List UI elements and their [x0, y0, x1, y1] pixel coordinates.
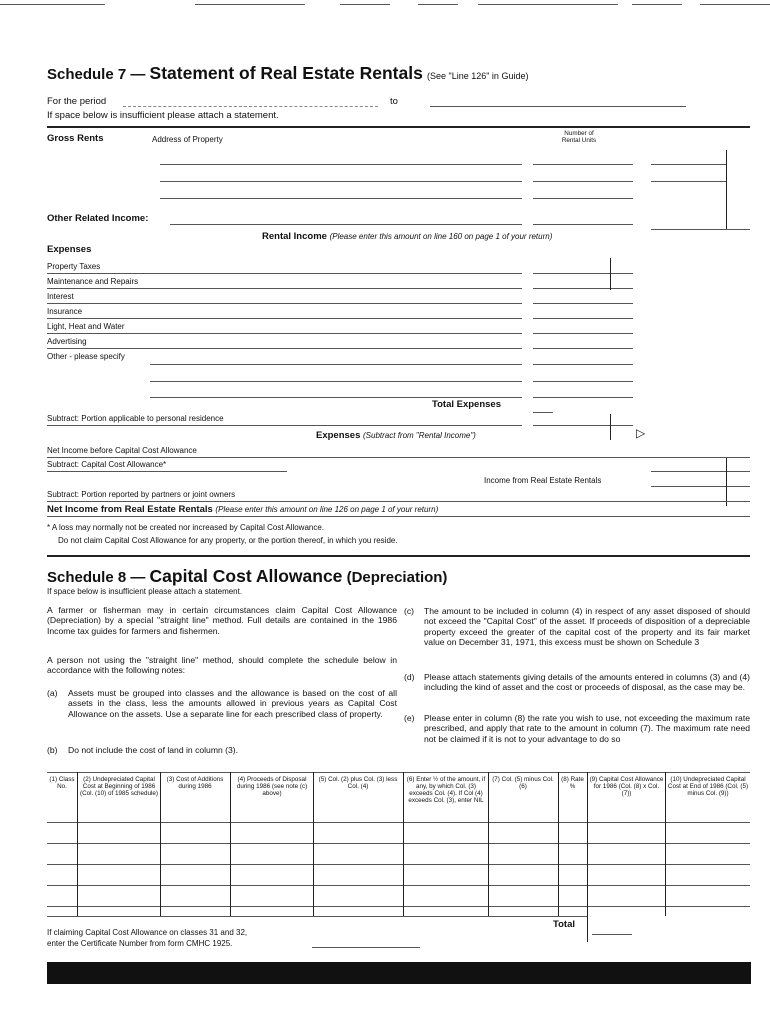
cca-total-field[interactable]: [592, 934, 632, 935]
top-rule-5: [478, 4, 618, 5]
amount-field-2[interactable]: [651, 181, 726, 182]
cca-col-divider-9: [665, 772, 666, 916]
top-rule-4: [418, 4, 458, 5]
cca-col-9: (9) Capital Cost Allowance for 1986 (Col. (8) x Col. (7)): [589, 776, 664, 797]
income-from-rentals-label: Income from Real Estate Rentals: [484, 476, 602, 485]
expense-row-rule-1: [47, 273, 522, 274]
amount-field-1[interactable]: [651, 164, 726, 165]
expense-other: Other - please specify: [47, 352, 125, 361]
rent-total-divider: [726, 150, 727, 230]
section-divider: [47, 555, 750, 557]
expense-other-field-2[interactable]: [150, 381, 522, 382]
cca-row-1: [47, 843, 750, 844]
note-b-label: (b): [47, 745, 58, 755]
expenses-subtotal-line: Expenses (Subtract from "Rental Income"): [316, 430, 476, 441]
cca-row-3: [47, 885, 750, 886]
straight-line-paragraph: A person not using the "straight line" method, should complete the schedule below in accordance with the following notes:: [47, 655, 397, 676]
cca-total-label: Total: [553, 919, 575, 930]
cca-col-divider-5: [403, 772, 404, 916]
subtract-cca-rule: [47, 471, 287, 472]
footer-bar: [47, 962, 751, 984]
expense-amount-4[interactable]: [533, 318, 633, 319]
cca-row-4: [47, 906, 750, 907]
expense-light-heat-water: Light, Heat and Water: [47, 322, 125, 331]
cca-col-divider-2: [160, 772, 161, 916]
rental-cents-divider: [726, 458, 727, 506]
expense-row-rule-5: [47, 333, 522, 334]
cca-table-top: [47, 772, 750, 773]
schedule8-insufficient-note: If space below is insufficient please attach a statement.: [47, 587, 243, 596]
expense-maintenance: Maintenance and Repairs: [47, 277, 139, 286]
top-rule-2: [195, 4, 305, 5]
net-income-rule: [47, 516, 750, 517]
gross-rents-label: Gross Rents: [47, 133, 104, 144]
note-c-text: The amount to be included in column (4) in respect of any asset disposed of should not exceed the "Capital Cost" of the asset. If proceeds of disposition of a depreciable property exceed the greater of the capital cost of the property and its fair market value on December 31, 1971, this excess must be shown on Schedule 3: [424, 606, 750, 648]
expense-amount-6[interactable]: [533, 348, 633, 349]
schedule7-header-rule: [47, 126, 750, 128]
expense-interest: Interest: [47, 292, 74, 301]
expenses-heading: Expenses: [47, 244, 92, 255]
note-a-text: Assets must be grouped into classes and the allowance is based on the cost of all assets in the class, less the amounts allowed in previous years as Capital Cost Allowance on the assets. Use a separate line for each prescribed class of property.: [68, 688, 397, 719]
expense-amount-3[interactable]: [533, 303, 633, 304]
cca-col-5: (5) Col. (2) plus Col. (3) less Col. (4): [318, 776, 398, 790]
note-d-text: Please attach statements giving details of the amounts entered in columns (3) and (4) including the kind of asset and the cost or proceeds of disposal, as the case may be.: [424, 672, 750, 693]
period-from-field[interactable]: [123, 106, 378, 107]
schedule8-title: Schedule 8 — Capital Cost Allowance (Depreciation): [47, 566, 448, 586]
cca-col-divider-8: [587, 772, 588, 942]
subtract-partners-label: Subtract: Portion reported by partners or joint owners: [47, 490, 236, 499]
note-c-label: (c): [404, 606, 415, 616]
net-income-line: Net Income from Real Estate Rentals (Please enter this amount on line 126 on page 1 of your return): [47, 504, 439, 515]
rental-units-header: Number of Rental Units: [561, 130, 597, 144]
rent-total-field[interactable]: [651, 229, 750, 230]
cca-row-5: [47, 916, 587, 917]
schedule7-title: Schedule 7 — Statement of Real Estate Rentals (See "Line 126" in Guide): [47, 63, 529, 83]
total-expenses-label: Total Expenses: [432, 399, 501, 410]
expense-advertising: Advertising: [47, 337, 87, 346]
top-rule-7: [700, 4, 770, 5]
income-from-rentals-field[interactable]: [651, 486, 750, 487]
period-to-label: to: [390, 96, 398, 107]
for-period-label: For the period: [47, 96, 107, 107]
top-rule-6: [632, 4, 682, 5]
expense-amount-2[interactable]: [533, 288, 633, 289]
other-income-field[interactable]: [170, 224, 522, 225]
note-e-text: Please enter in column (8) the rate you wish to use, not exceeding the maximum rate prescribed, and apply that rate to the amount in column (7). The maximum rate need not be claimed if it is not to your advantage to do so: [424, 713, 750, 744]
cca-col-4: (4) Proceeds of Disposal during 1986 (see note (c) above): [236, 776, 308, 797]
note-d-label: (d): [404, 672, 415, 682]
address-column-header: Address of Property: [152, 135, 223, 144]
expense-amount-7[interactable]: [533, 364, 633, 365]
subtract-partners-rule: [47, 501, 750, 502]
cca-col-divider-6: [488, 772, 489, 916]
top-rule-1: [0, 4, 105, 5]
cca-col-6: (6) Enter ½ of the amount, if any, by which Col. (3) exceeds Col. (4). If Col (4) exceeds Col. (3), enter NIL: [406, 776, 486, 804]
expense-amount-1[interactable]: [533, 273, 633, 274]
address-field-1[interactable]: [160, 164, 522, 165]
expense-other-field-3[interactable]: [150, 397, 522, 398]
units-field-1[interactable]: [533, 164, 633, 165]
farmer-paragraph: A farmer or fisherman may in certain circumstances claim Capital Cost Allowance (Depreciation) by a special "straight line" method. Full details are contained in the 1986 Income tax guides for farmers and fishermen.: [47, 605, 397, 636]
cca-row-2: [47, 864, 750, 865]
cca-col-2: (2) Undepreciated Capital Cost at Beginning of 1986 (Col. (10) of 1985 schedule): [79, 776, 159, 797]
units-field-2[interactable]: [533, 181, 633, 182]
cca-col-divider-4: [313, 772, 314, 916]
subtract-personal-rule: [47, 425, 522, 426]
subtract-personal-label: Subtract: Portion applicable to personal residence: [47, 414, 224, 423]
subtract-cca-label: Subtract: Capital Cost Allowance*: [47, 460, 167, 469]
expense-cents-divider: [610, 258, 611, 290]
cmhc-line-2: enter the Certificate Number from form CMHC 1925.: [47, 939, 233, 948]
note-a-label: (a): [47, 688, 58, 698]
cca-col-divider-7: [558, 772, 559, 916]
top-rule-3: [340, 4, 390, 5]
expense-amount-8[interactable]: [533, 381, 633, 382]
cca-table-header-bottom: [47, 822, 750, 823]
expense-other-field-1[interactable]: [150, 364, 522, 365]
subtract-personal-field[interactable]: [533, 425, 633, 426]
rental-income-line: Rental Income (Please enter this amount on line 160 on page 1 of your return): [262, 231, 553, 242]
net-before-cca-label: Net Income before Capital Cost Allowance: [47, 446, 197, 455]
cmhc-line-1: If claiming Capital Cost Allowance on classes 31 and 32,: [47, 928, 248, 937]
units-field-3[interactable]: [533, 198, 633, 199]
address-field-3[interactable]: [160, 198, 522, 199]
cca-col-divider-3: [230, 772, 231, 916]
footnote-2: Do not claim Capital Cost Allowance for any property, or the portion thereof, in which you reside.: [58, 536, 398, 545]
other-income-units-field[interactable]: [533, 224, 633, 225]
expense-row-rule-6: [47, 348, 522, 349]
cca-col-divider-1: [77, 772, 78, 916]
subtract-cca-field[interactable]: [651, 471, 750, 472]
cca-col-8: (8) Rate %: [561, 776, 584, 790]
expense-amount-5[interactable]: [533, 333, 633, 334]
arrow-right-icon: ▷: [636, 426, 646, 440]
other-income-label: Other Related Income:: [47, 213, 149, 224]
address-field-2[interactable]: [160, 181, 522, 182]
cmhc-certificate-field[interactable]: [312, 947, 420, 948]
cca-col-3: (3) Cost of Additions during 1986: [166, 776, 224, 790]
net-before-cca-rule: [47, 457, 750, 458]
schedule7-insufficient-note: If space below is insufficient please attach a statement.: [47, 110, 279, 121]
expense-row-rule-4: [47, 318, 522, 319]
expense-row-rule-2: [47, 288, 522, 289]
cca-col-10: (10) Undepreciated Capital Cost at End of 1986 (Col. (5) minus Col. (9)): [667, 776, 749, 797]
cca-col-7: (7) Col. (5) minus Col. (6): [492, 776, 554, 790]
footnote-1: * A loss may normally not be created nor increased by Capital Cost Allowance.: [47, 523, 325, 532]
note-b-text: Do not include the cost of land in column (3).: [68, 745, 239, 755]
total-expenses-field[interactable]: [533, 412, 553, 413]
cca-col-1: (1) Class No.: [49, 776, 75, 790]
expense-insurance: Insurance: [47, 307, 83, 316]
expense-property-taxes: Property Taxes: [47, 262, 101, 271]
note-e-label: (e): [404, 713, 415, 723]
expense-row-rule-3: [47, 303, 522, 304]
subtract-cents-divider: [610, 414, 611, 440]
period-to-field[interactable]: [430, 106, 686, 107]
expense-amount-9[interactable]: [533, 397, 633, 398]
